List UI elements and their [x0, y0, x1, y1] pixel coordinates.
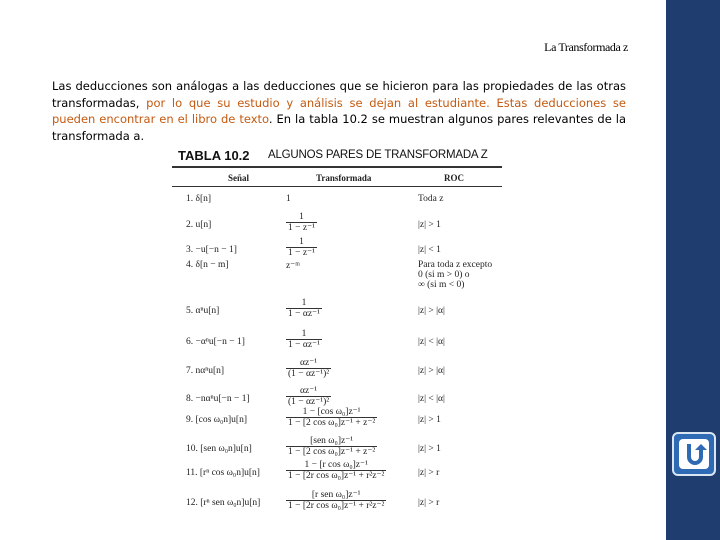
- row-signal: 6. −αⁿu[−n − 1]: [186, 337, 245, 347]
- row-transform: [286, 460, 386, 481]
- row-roc: |z| < |α|: [418, 337, 445, 347]
- row-roc: |z| < 1: [418, 245, 441, 255]
- transform-numerator: 1: [299, 237, 304, 247]
- transform-denominator: 1 − αz⁻¹: [288, 309, 320, 319]
- row-signal: 9. [cos ω₀n]u[n]: [186, 415, 248, 425]
- row-signal: 7. nαⁿu[n]: [186, 366, 225, 376]
- transform-numerator: αz⁻¹: [300, 386, 318, 396]
- row-roc: Para toda z excepto 0 (si m > 0) o ∞ (si m < 0): [418, 260, 493, 290]
- transform-denominator: (1 − αz⁻¹)²: [288, 369, 330, 379]
- row-transform: [286, 386, 331, 407]
- transform-denominator: 1 − αz⁻¹: [288, 340, 320, 350]
- body-paragraph: [52, 78, 626, 144]
- transform-denominator: 1 − z⁻¹: [288, 223, 315, 233]
- row-transform: [286, 298, 322, 319]
- row-signal: 8. −nαⁿu[−n − 1]: [186, 394, 250, 404]
- transform-numerator: 1: [301, 329, 307, 339]
- column-header-roc: ROC: [444, 173, 464, 183]
- slide-title: La Transformada z: [544, 40, 628, 54]
- transform-denominator: 1 − [2 cos ω₀]z⁻¹ + z⁻²: [288, 447, 376, 457]
- transform-numerator: αz⁻¹: [300, 358, 318, 368]
- transform-numerator: 1 − [r cos ω₀]z⁻¹: [304, 460, 368, 470]
- row-signal: 2. u[n]: [186, 220, 212, 230]
- row-signal: 12. [rⁿ sen ω₀n]u[n]: [186, 498, 261, 508]
- column-header-signal: Señal: [228, 173, 250, 183]
- body-text-highlight: por lo que su estudio y análisis se dejan al estudiante. Estas deducciones se pueden encontrar en el libro de texto: [52, 95, 626, 126]
- body-text-end: . En la tabla 10.2 se muestran algunos pares relevantes de la transformada a.: [52, 112, 626, 143]
- return-arrow-icon: [683, 442, 707, 468]
- row-roc: |z| > |α|: [418, 306, 445, 316]
- row-signal: 4. δ[n − m]: [186, 260, 229, 270]
- row-roc: |z| > r: [418, 498, 440, 508]
- row-roc: |z| > 1: [418, 415, 441, 425]
- row-transform: [286, 329, 322, 350]
- transform-denominator: (1 − αz⁻¹)²: [288, 397, 330, 407]
- transform-numerator: [sen ω₀]z⁻¹: [310, 436, 354, 446]
- row-signal: 3. −u[−n − 1]: [186, 245, 237, 255]
- row-transform: z⁻ᵐ: [286, 261, 300, 271]
- row-transform: [286, 407, 377, 428]
- transform-pairs-table: [172, 146, 504, 520]
- back-button-face: [679, 439, 709, 469]
- transform-denominator: 1 − [2r cos ω₀]z⁻¹ + r²z⁻²: [288, 471, 385, 481]
- row-transform: [286, 212, 317, 233]
- row-signal: 11. [rⁿ cos ω₀n]u[n]: [186, 468, 260, 478]
- transform-numerator: 1: [299, 212, 304, 222]
- table-header-rule: [172, 186, 502, 187]
- transform-numerator: 1: [301, 298, 307, 308]
- transform-denominator: 1 − [2r cos ω₀]z⁻¹ + r²z⁻²: [288, 501, 385, 511]
- row-transform: [286, 358, 331, 379]
- body-text-start: Las deducciones son análogas a las deducciones que se hicieron para las propiedades de las otras transformadas,: [52, 79, 626, 110]
- row-transform: 1: [286, 194, 291, 204]
- row-signal: 10. [sen ω₀n]u[n]: [186, 444, 252, 454]
- transform-numerator: [r sen ω₀]z⁻¹: [311, 490, 361, 500]
- table-tag: TABLA 10.2: [178, 148, 250, 163]
- row-roc: |z| < |α|: [418, 394, 445, 404]
- column-header-transform: Transformada: [316, 173, 372, 183]
- row-roc: |z| > |α|: [418, 366, 445, 376]
- back-button[interactable]: [672, 432, 716, 476]
- row-transform: [286, 436, 377, 457]
- row-roc: Toda z: [418, 194, 444, 204]
- row-roc: |z| > 1: [418, 220, 441, 230]
- transform-numerator: 1 − [cos ω₀]z⁻¹: [302, 407, 361, 417]
- table-heading: ALGUNOS PARES DE TRANSFORMADA Z: [268, 149, 488, 161]
- row-roc: |z| > 1: [418, 444, 441, 454]
- transform-denominator: 1 − z⁻¹: [288, 248, 315, 258]
- table-top-rule: [172, 166, 502, 168]
- row-signal: 5. αⁿu[n]: [186, 306, 220, 316]
- row-transform: [286, 237, 317, 258]
- row-roc: |z| > r: [418, 468, 440, 478]
- transform-denominator: 1 − [2 cos ω₀]z⁻¹ + z⁻²: [288, 418, 376, 428]
- row-transform: [286, 490, 386, 511]
- row-signal: 1. δ[n]: [186, 194, 212, 204]
- table-header: [172, 146, 504, 166]
